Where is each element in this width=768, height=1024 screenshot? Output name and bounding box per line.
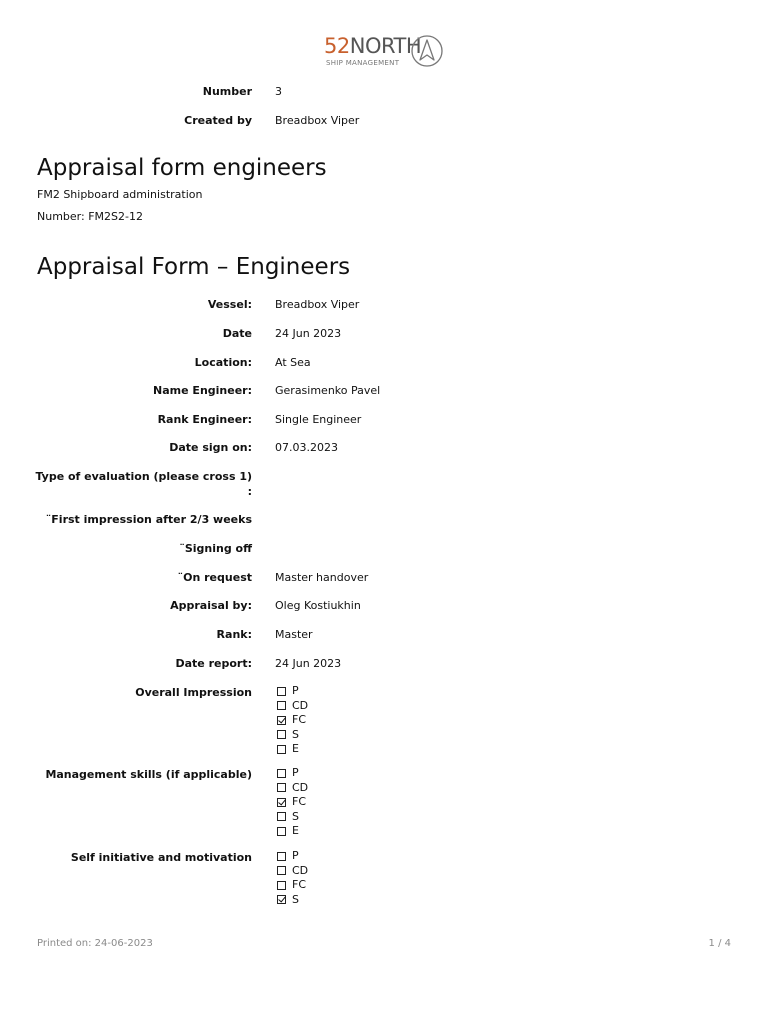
rating-option[interactable] bbox=[277, 684, 308, 699]
field-label: Number bbox=[202, 85, 252, 98]
rating-option-label: CD bbox=[292, 698, 309, 712]
checkbox[interactable] bbox=[277, 881, 286, 890]
field-value: 07.03.2023 bbox=[275, 441, 338, 454]
field-label: Name Engineer: bbox=[153, 384, 252, 397]
rating-option-label: FC bbox=[292, 795, 307, 808]
rating-option[interactable] bbox=[277, 849, 308, 864]
logo-subtitle: SHIP MANAGEMENT bbox=[326, 59, 400, 67]
checkbox[interactable] bbox=[277, 745, 286, 754]
rating-option-label: FC bbox=[292, 878, 307, 891]
field-value: Breadbox Viper bbox=[275, 114, 360, 127]
checkbox[interactable] bbox=[277, 812, 286, 821]
checkbox[interactable] bbox=[277, 866, 286, 875]
rating-option[interactable] bbox=[277, 781, 308, 796]
rating-option[interactable] bbox=[277, 766, 308, 781]
rating-option-label: E bbox=[292, 824, 299, 837]
rating-option[interactable] bbox=[277, 864, 308, 879]
field-value: 24 Jun 2023 bbox=[275, 327, 342, 340]
checkbox[interactable] bbox=[277, 716, 286, 725]
checkbox[interactable] bbox=[277, 827, 286, 836]
field-value: Breadbox Viper bbox=[275, 298, 360, 311]
field-value: Master handover bbox=[275, 571, 369, 584]
rating-option[interactable] bbox=[277, 810, 308, 825]
rating-option[interactable] bbox=[277, 878, 308, 893]
checkbox[interactable] bbox=[277, 895, 286, 904]
rating-label: Management skills (if applicable) bbox=[45, 768, 252, 781]
field-label: Rank Engineer: bbox=[157, 413, 252, 426]
form-title: Appraisal form engineers bbox=[37, 155, 327, 181]
field-label: ¨First impression after 2/3 weeks bbox=[45, 513, 252, 526]
field-label: Location: bbox=[194, 356, 252, 369]
field-label: Vessel: bbox=[207, 298, 252, 311]
rating-option[interactable] bbox=[277, 699, 308, 714]
rating-option-label: FC bbox=[292, 713, 307, 726]
rating-options-management-skills bbox=[277, 766, 308, 839]
rating-option-label: P bbox=[292, 684, 299, 697]
rating-option[interactable] bbox=[277, 824, 308, 839]
rating-options-self-initiative bbox=[277, 849, 308, 907]
rating-option-label: P bbox=[292, 849, 299, 862]
rating-option[interactable] bbox=[277, 728, 308, 743]
field-label: Appraisal by: bbox=[170, 599, 252, 612]
field-label: Date report: bbox=[175, 657, 252, 670]
form-category: FM2 Shipboard administration bbox=[37, 188, 203, 201]
logo-wordmark bbox=[324, 34, 421, 58]
rating-option[interactable] bbox=[277, 742, 308, 757]
rating-option[interactable] bbox=[277, 893, 308, 908]
checkbox[interactable] bbox=[277, 701, 286, 710]
checkbox[interactable] bbox=[277, 852, 286, 861]
rating-option-label: E bbox=[292, 742, 299, 755]
rating-label: Overall Impression bbox=[135, 686, 252, 699]
field-value: 3 bbox=[275, 85, 282, 98]
rating-label: Self initiative and motivation bbox=[70, 851, 252, 864]
rating-option-label: S bbox=[292, 892, 299, 906]
compass-icon bbox=[410, 34, 444, 68]
rating-option[interactable] bbox=[277, 713, 308, 728]
field-label: Created by bbox=[184, 114, 252, 127]
rating-option-label: CD bbox=[292, 780, 309, 794]
field-label: ¨Signing off bbox=[179, 542, 252, 555]
rating-option[interactable] bbox=[277, 795, 308, 810]
logo-word: NORTH bbox=[349, 34, 422, 58]
form-number: Number: FM2S2-12 bbox=[37, 210, 143, 223]
logo-number: 52 bbox=[324, 34, 350, 58]
field-value: 24 Jun 2023 bbox=[275, 657, 342, 670]
field-value: Master bbox=[275, 628, 313, 641]
rating-option-label: P bbox=[292, 766, 299, 779]
field-label: ¨On request bbox=[177, 571, 252, 584]
rating-options-overall-impression bbox=[277, 684, 308, 757]
field-value: At Sea bbox=[275, 356, 311, 369]
field-label: Type of evaluation (please cross 1) bbox=[35, 470, 252, 483]
company-logo bbox=[324, 34, 446, 70]
checkbox[interactable] bbox=[277, 798, 286, 807]
field-label: Date bbox=[222, 327, 252, 340]
checkbox[interactable] bbox=[277, 769, 286, 778]
printed-on-date: Printed on: 24-06-2023 bbox=[37, 938, 153, 949]
checkbox[interactable] bbox=[277, 687, 286, 696]
field-value: Oleg Kostiukhin bbox=[275, 599, 361, 612]
field-value: Single Engineer bbox=[275, 413, 362, 426]
section-title: Appraisal Form – Engineers bbox=[37, 254, 351, 280]
field-label: Date sign on: bbox=[169, 441, 252, 454]
rating-option-label: S bbox=[292, 727, 299, 741]
rating-option-label: S bbox=[292, 809, 299, 823]
field-value: Gerasimenko Pavel bbox=[275, 384, 381, 397]
field-label: Rank: bbox=[216, 628, 252, 641]
field-label-continuation: : bbox=[247, 485, 252, 498]
checkbox[interactable] bbox=[277, 730, 286, 739]
page-number: 1 / 4 bbox=[708, 938, 731, 949]
checkbox[interactable] bbox=[277, 783, 286, 792]
rating-option-label: CD bbox=[292, 863, 309, 877]
